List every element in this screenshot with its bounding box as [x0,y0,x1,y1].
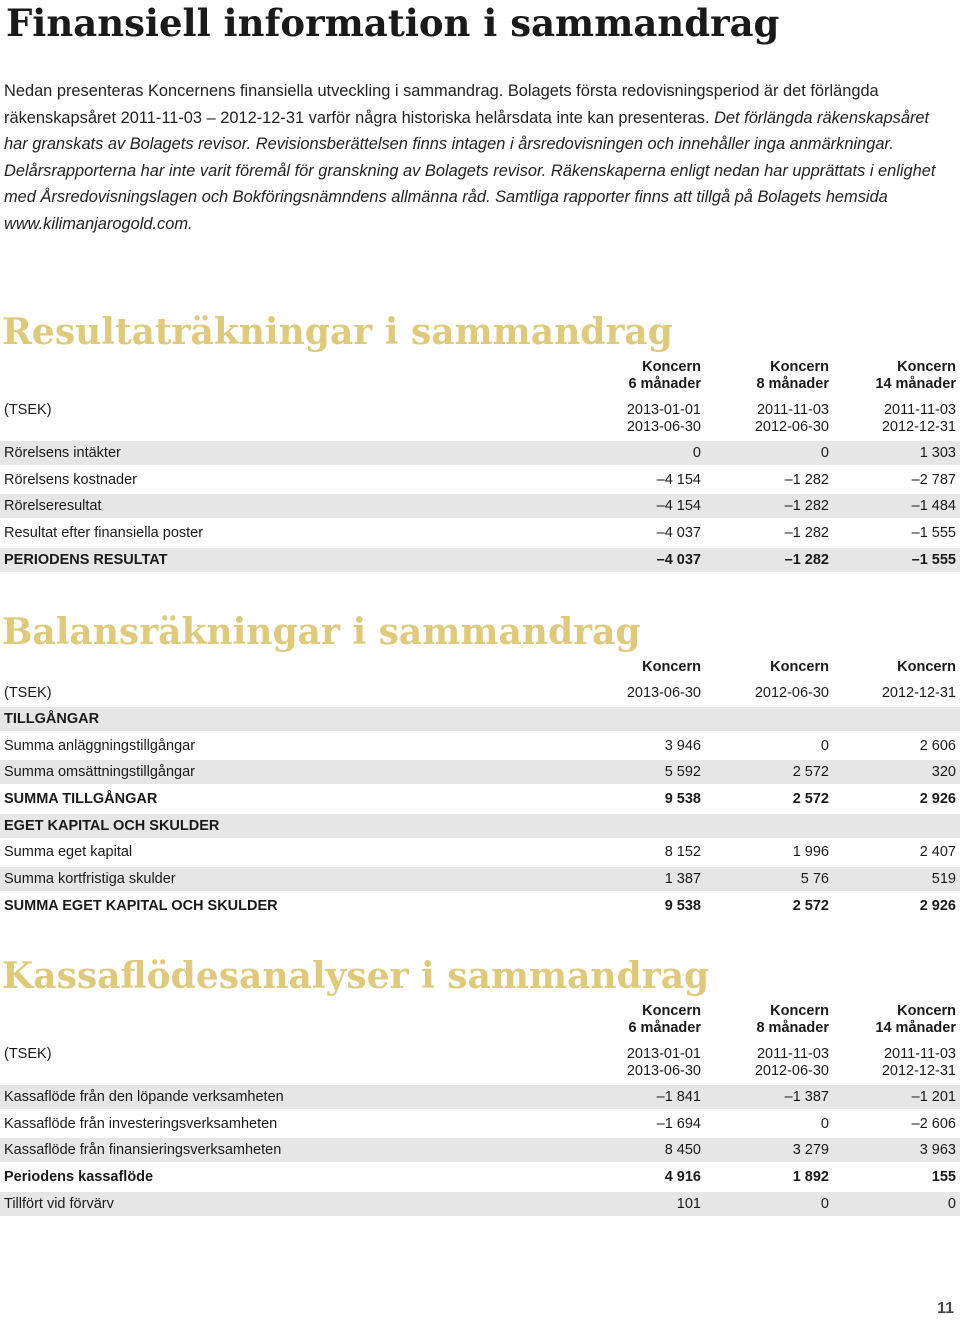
row-value-1: 9 538 [664,897,701,914]
row-label: Summa eget kapital [4,844,133,861]
table-row [0,840,960,864]
row-value-2: 5 76 [800,871,829,888]
page-number: 11 [937,1300,954,1317]
header-row-period-end [0,419,960,436]
row-label: PERIODENS RESULTAT [4,551,168,568]
row-label: SUMMA TILLGÅNGAR [4,791,158,808]
row-value-2: 1 892 [792,1169,829,1186]
row-value-2: 0 [820,1195,829,1212]
row-value-3: –1 201 [911,1089,956,1105]
row-value-1: –4 154 [656,471,701,488]
row-value-2: 2 572 [792,791,829,808]
row-value-2: –1 282 [784,525,829,542]
row-value-1: –1 841 [656,1089,701,1105]
header-row-period-start [0,1046,960,1063]
row-value-2: 0 [820,737,829,754]
col-subheader-1: 6 månader [628,376,701,392]
table-row [0,707,960,731]
row-value-1: 1 387 [664,871,701,888]
row-value-3: –2 606 [911,1115,956,1132]
intro-text-run: Räkenskaperna enligt nedan har upprättats i enlighet med Årsredovisningslagen och Bokföringsnämndens allmänna råd. Samtliga rapporter finns att tillgå på Bolagets hemsida www.kilimanjarogold.com. [4,161,936,233]
col-subheader-3: 14 månader [875,376,956,392]
row-label: Summa omsättningstillgångar [4,764,196,781]
row-value-1: 0 [692,445,701,461]
header-row-koncern [0,1003,960,1020]
date-2: 2012-06-30 [754,685,829,701]
period-start-3: 2011-11-03 [883,402,956,418]
period-start-2: 2011-11-03 [756,1046,829,1062]
row-value-2: 1 996 [792,844,829,861]
col-header-1: Koncern [642,659,701,675]
col-header-2: Koncern [770,1003,829,1019]
header-row-koncern [0,359,960,376]
row-label: Rörelseresultat [4,498,102,515]
intro-paragraph [4,78,956,238]
row-value-1: 9 538 [664,791,701,808]
col-header-2: Koncern [770,659,829,675]
row-value-3: –1 555 [911,551,956,568]
row-label: Kassaflöde från den löpande verksamheten [4,1089,284,1105]
row-label: EGET KAPITAL OCH SKULDER [4,817,220,834]
row-value-2: –1 282 [784,498,829,515]
row-value-3: 0 [947,1195,956,1212]
row-value-3: 3 963 [919,1142,956,1159]
table-row [0,1192,960,1216]
table-row [0,521,960,545]
row-value-2: 2 572 [792,764,829,781]
row-value-2: 2 572 [792,897,829,914]
row-value-3: 320 [931,764,956,781]
row-value-1: 8 152 [664,844,701,861]
row-value-1: –4 037 [656,551,701,568]
row-value-1: –4 154 [656,498,701,515]
col-subheader-2: 8 månader [756,1020,829,1036]
row-value-3: –1 555 [911,525,956,542]
row-value-3: 2 926 [919,897,956,914]
table-row [0,867,960,891]
header-row-koncern [0,659,960,676]
table-row [0,734,960,758]
table-row [0,787,960,811]
kassa-rows [0,1085,960,1216]
table-row [0,441,960,465]
row-value-3: 2 926 [919,791,956,808]
table-row [0,760,960,784]
date-1: 2013-06-30 [626,685,701,701]
row-value-1: 101 [676,1195,701,1212]
row-value-2: –1 282 [784,471,829,488]
resultat-rows [0,441,960,572]
row-label: Resultat efter finansiella poster [4,525,204,542]
period-start-2: 2011-11-03 [756,402,829,418]
date-3: 2012-12-31 [881,685,956,701]
col-header-3: Koncern [897,659,956,675]
period-end-2: 2012-06-30 [754,419,829,435]
unit-label: (TSEK) [4,685,52,701]
period-start-1: 2013-01-01 [626,402,701,418]
col-header-1: Koncern [642,1003,701,1019]
row-value-3: 155 [931,1169,956,1186]
row-value-3: –1 484 [911,498,956,515]
header-row-dates [0,685,960,702]
period-end-1: 2013-06-30 [626,1063,701,1079]
table-row [0,814,960,838]
section-title-kassa: Kassaflödesanalyser i sammandrag [2,955,710,997]
header-row-period-end [0,1063,960,1080]
table-row [0,894,960,918]
header-row-period-length [0,1020,960,1037]
row-label: Tillfört vid förvärv [4,1195,114,1212]
unit-label: (TSEK) [4,402,52,418]
page-title: Finansiell information i sammandrag [6,1,780,45]
period-end-2: 2012-06-30 [754,1063,829,1079]
table-row [0,494,960,518]
col-subheader-2: 8 månader [756,376,829,392]
table-row [0,1112,960,1136]
col-header-3: Koncern [897,359,956,375]
row-value-3: –2 787 [911,471,956,488]
row-label: Summa anläggningstillgångar [4,737,196,754]
col-header-3: Koncern [897,1003,956,1019]
row-value-2: 0 [820,445,829,461]
period-end-3: 2012-12-31 [881,419,956,435]
row-value-1: 3 946 [664,737,701,754]
row-value-2: –1 282 [784,551,829,568]
table-row [0,1085,960,1109]
row-label: Kassaflöde från investeringsverksamheten [4,1115,278,1132]
col-subheader-1: 6 månader [628,1020,701,1036]
period-end-1: 2013-06-30 [626,419,701,435]
unit-label: (TSEK) [4,1046,52,1062]
row-label: Rörelsens kostnader [4,471,137,488]
row-value-2: 0 [820,1115,829,1132]
period-start-1: 2013-01-01 [626,1046,701,1062]
row-label: TILLGÅNGAR [4,711,100,727]
resultat-table [0,359,960,574]
table-row [0,1138,960,1162]
row-value-3: 1 303 [919,445,956,461]
row-label: Summa kortfristiga skulder [4,871,176,888]
header-row-period-start [0,402,960,419]
table-row [0,468,960,492]
row-value-3: 2 407 [919,844,956,861]
col-header-2: Koncern [770,359,829,375]
table-row [0,548,960,572]
balans-rows [0,707,960,918]
intro-text-run: Det förlängda räkenskapsåret har granskats av Bolagets revisor. Revisionsberättelsen finns intagen i årsredovisningen och innehåller inga anmärkningar. Delårsrapporterna har inte varit föremål för granskning av Bolagets revisor. [4,108,930,180]
row-label: Kassaflöde från finansieringsverksamheten [4,1142,282,1159]
period-start-3: 2011-11-03 [883,1046,956,1062]
row-value-1: –4 037 [656,525,701,542]
balans-table [0,659,960,921]
row-value-2: 3 279 [792,1142,829,1159]
section-title-resultat: Resultaträkningar i sammandrag [2,311,673,353]
header-row-period-length [0,376,960,393]
row-value-1: 4 916 [664,1169,701,1186]
section-title-balans: Balansräkningar i sammandrag [2,611,641,653]
row-value-1: 5 592 [664,764,701,781]
col-subheader-3: 14 månader [875,1020,956,1036]
col-header-1: Koncern [642,359,701,375]
intro-text-run: Nedan presenteras Koncernens finansiella utveckling i sammandrag. Bolagets första redovisningsperiod är det förlängda räkenskapsåret 2011-11-03 – 2012-12-31 varför några historiska helårsdata inte kan presenteras. [4,82,879,127]
row-value-1: –1 694 [656,1115,701,1132]
row-label: SUMMA EGET KAPITAL OCH SKULDER [4,897,278,914]
row-value-1: 8 450 [664,1142,701,1159]
period-end-3: 2012-12-31 [881,1063,956,1079]
row-label: Rörelsens intäkter [4,445,121,461]
row-value-3: 2 606 [919,737,956,754]
row-label: Periodens kassaflöde [4,1169,154,1186]
row-value-3: 519 [931,871,956,888]
row-value-2: –1 387 [784,1089,829,1105]
kassa-table [0,1003,960,1218]
table-row [0,1165,960,1189]
